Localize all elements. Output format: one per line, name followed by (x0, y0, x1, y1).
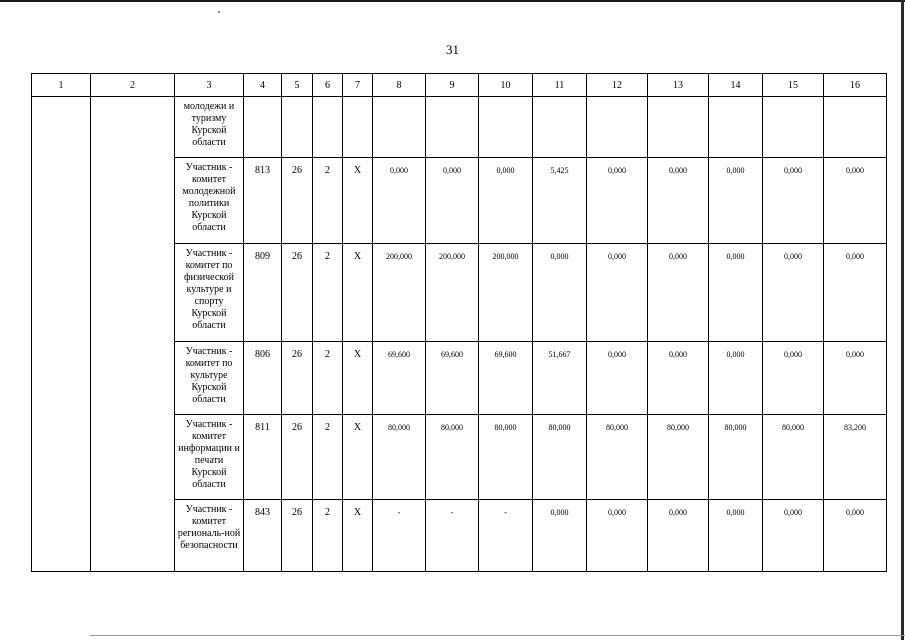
value-cell (479, 97, 533, 158)
code-cell: 2 (313, 244, 343, 342)
value-cell: 80,000 (709, 415, 763, 500)
value-cell: 0,000 (373, 158, 426, 244)
merged-cell-col1 (32, 97, 91, 572)
code-cell: 2 (313, 342, 343, 415)
participant-name: Участник - комитет информации и печати Курской области (175, 415, 244, 500)
value-cell: 0,000 (763, 244, 824, 342)
code-cell: 843 (244, 500, 282, 572)
value-cell: 0,000 (533, 500, 587, 572)
scan-edge-bottom (90, 635, 905, 636)
value-cell: 80,000 (763, 415, 824, 500)
budget-table (31, 73, 887, 572)
value-cell: 0,000 (648, 342, 709, 415)
column-header: 9 (426, 74, 479, 97)
column-header: 16 (824, 74, 887, 97)
value-cell: 69,600 (479, 342, 533, 415)
value-cell: 69,600 (426, 342, 479, 415)
value-cell: 0,000 (587, 342, 648, 415)
value-cell: 0,000 (709, 158, 763, 244)
value-cell: 0,000 (824, 158, 887, 244)
value-cell (709, 97, 763, 158)
value-cell: 80,000 (648, 415, 709, 500)
value-cell: 0,000 (709, 244, 763, 342)
column-header: 12 (587, 74, 648, 97)
value-cell: 0,000 (533, 244, 587, 342)
value-cell: 0,000 (709, 500, 763, 572)
value-cell: 0,000 (824, 500, 887, 572)
value-cell: 200,000 (479, 244, 533, 342)
code-cell: 26 (282, 244, 313, 342)
scan-edge-top (0, 0, 905, 2)
code-cell: 813 (244, 158, 282, 244)
value-cell: - (479, 500, 533, 572)
code-cell: 811 (244, 415, 282, 500)
value-cell: - (373, 500, 426, 572)
participant-name: Участник - комитет по физической культуре и спорту Курской области (175, 244, 244, 342)
code-cell: 26 (282, 500, 313, 572)
table-row (32, 97, 887, 158)
code-cell (313, 97, 343, 158)
value-cell: 0,000 (709, 342, 763, 415)
value-cell: 0,000 (587, 500, 648, 572)
code-cell: Х (343, 500, 373, 572)
code-cell (244, 97, 282, 158)
code-cell (343, 97, 373, 158)
value-cell: 200,000 (373, 244, 426, 342)
value-cell (587, 97, 648, 158)
scan-edge-right (901, 0, 904, 640)
value-cell: 80,000 (533, 415, 587, 500)
code-cell: 2 (313, 415, 343, 500)
table-header-row (32, 74, 887, 97)
value-cell (763, 97, 824, 158)
value-cell (533, 97, 587, 158)
value-cell (373, 97, 426, 158)
code-cell: 806 (244, 342, 282, 415)
value-cell: 0,000 (763, 158, 824, 244)
code-cell (282, 97, 313, 158)
value-cell: 5,425 (533, 158, 587, 244)
value-cell: 0,000 (763, 500, 824, 572)
value-cell: 69,600 (373, 342, 426, 415)
code-cell: Х (343, 244, 373, 342)
column-header: 4 (244, 74, 282, 97)
value-cell: 51,667 (533, 342, 587, 415)
participant-name: Участник - комитет молодежной политики Курской области (175, 158, 244, 244)
value-cell (648, 97, 709, 158)
value-cell: 0,000 (648, 500, 709, 572)
column-header: 2 (91, 74, 175, 97)
value-cell: 0,000 (587, 244, 648, 342)
column-header: 11 (533, 74, 587, 97)
value-cell: 0,000 (824, 342, 887, 415)
value-cell: 200,000 (426, 244, 479, 342)
page-number: 31 (446, 42, 459, 57)
code-cell: 809 (244, 244, 282, 342)
column-header: 6 (313, 74, 343, 97)
column-header: 8 (373, 74, 426, 97)
value-cell (824, 97, 887, 158)
value-cell: 80,000 (426, 415, 479, 500)
value-cell: 80,000 (587, 415, 648, 500)
participant-name: Участник - комитет региональ-ной безопасности (175, 500, 244, 572)
code-cell: 26 (282, 158, 313, 244)
value-cell: 80,000 (479, 415, 533, 500)
value-cell: 0,000 (587, 158, 648, 244)
value-cell (426, 97, 479, 158)
column-header: 1 (32, 74, 91, 97)
column-header: 7 (343, 74, 373, 97)
participant-name: Участник - комитет по культуре Курской области (175, 342, 244, 415)
code-cell: 26 (282, 415, 313, 500)
scan-speck (218, 11, 220, 13)
value-cell: 83,200 (824, 415, 887, 500)
code-cell: Х (343, 158, 373, 244)
value-cell: - (426, 500, 479, 572)
column-header: 10 (479, 74, 533, 97)
column-header: 15 (763, 74, 824, 97)
value-cell: 0,000 (648, 158, 709, 244)
column-header: 5 (282, 74, 313, 97)
value-cell: 0,000 (824, 244, 887, 342)
code-cell: 2 (313, 500, 343, 572)
column-header: 13 (648, 74, 709, 97)
participant-name: молодежи и туризму Курской области (175, 97, 244, 158)
value-cell: 80,000 (373, 415, 426, 500)
merged-cell-col2 (91, 97, 175, 572)
value-cell: 0,000 (648, 244, 709, 342)
column-header: 3 (175, 74, 244, 97)
code-cell: Х (343, 342, 373, 415)
code-cell: 26 (282, 342, 313, 415)
value-cell: 0,000 (479, 158, 533, 244)
column-header: 14 (709, 74, 763, 97)
value-cell: 0,000 (763, 342, 824, 415)
code-cell: 2 (313, 158, 343, 244)
code-cell: Х (343, 415, 373, 500)
value-cell: 0,000 (426, 158, 479, 244)
